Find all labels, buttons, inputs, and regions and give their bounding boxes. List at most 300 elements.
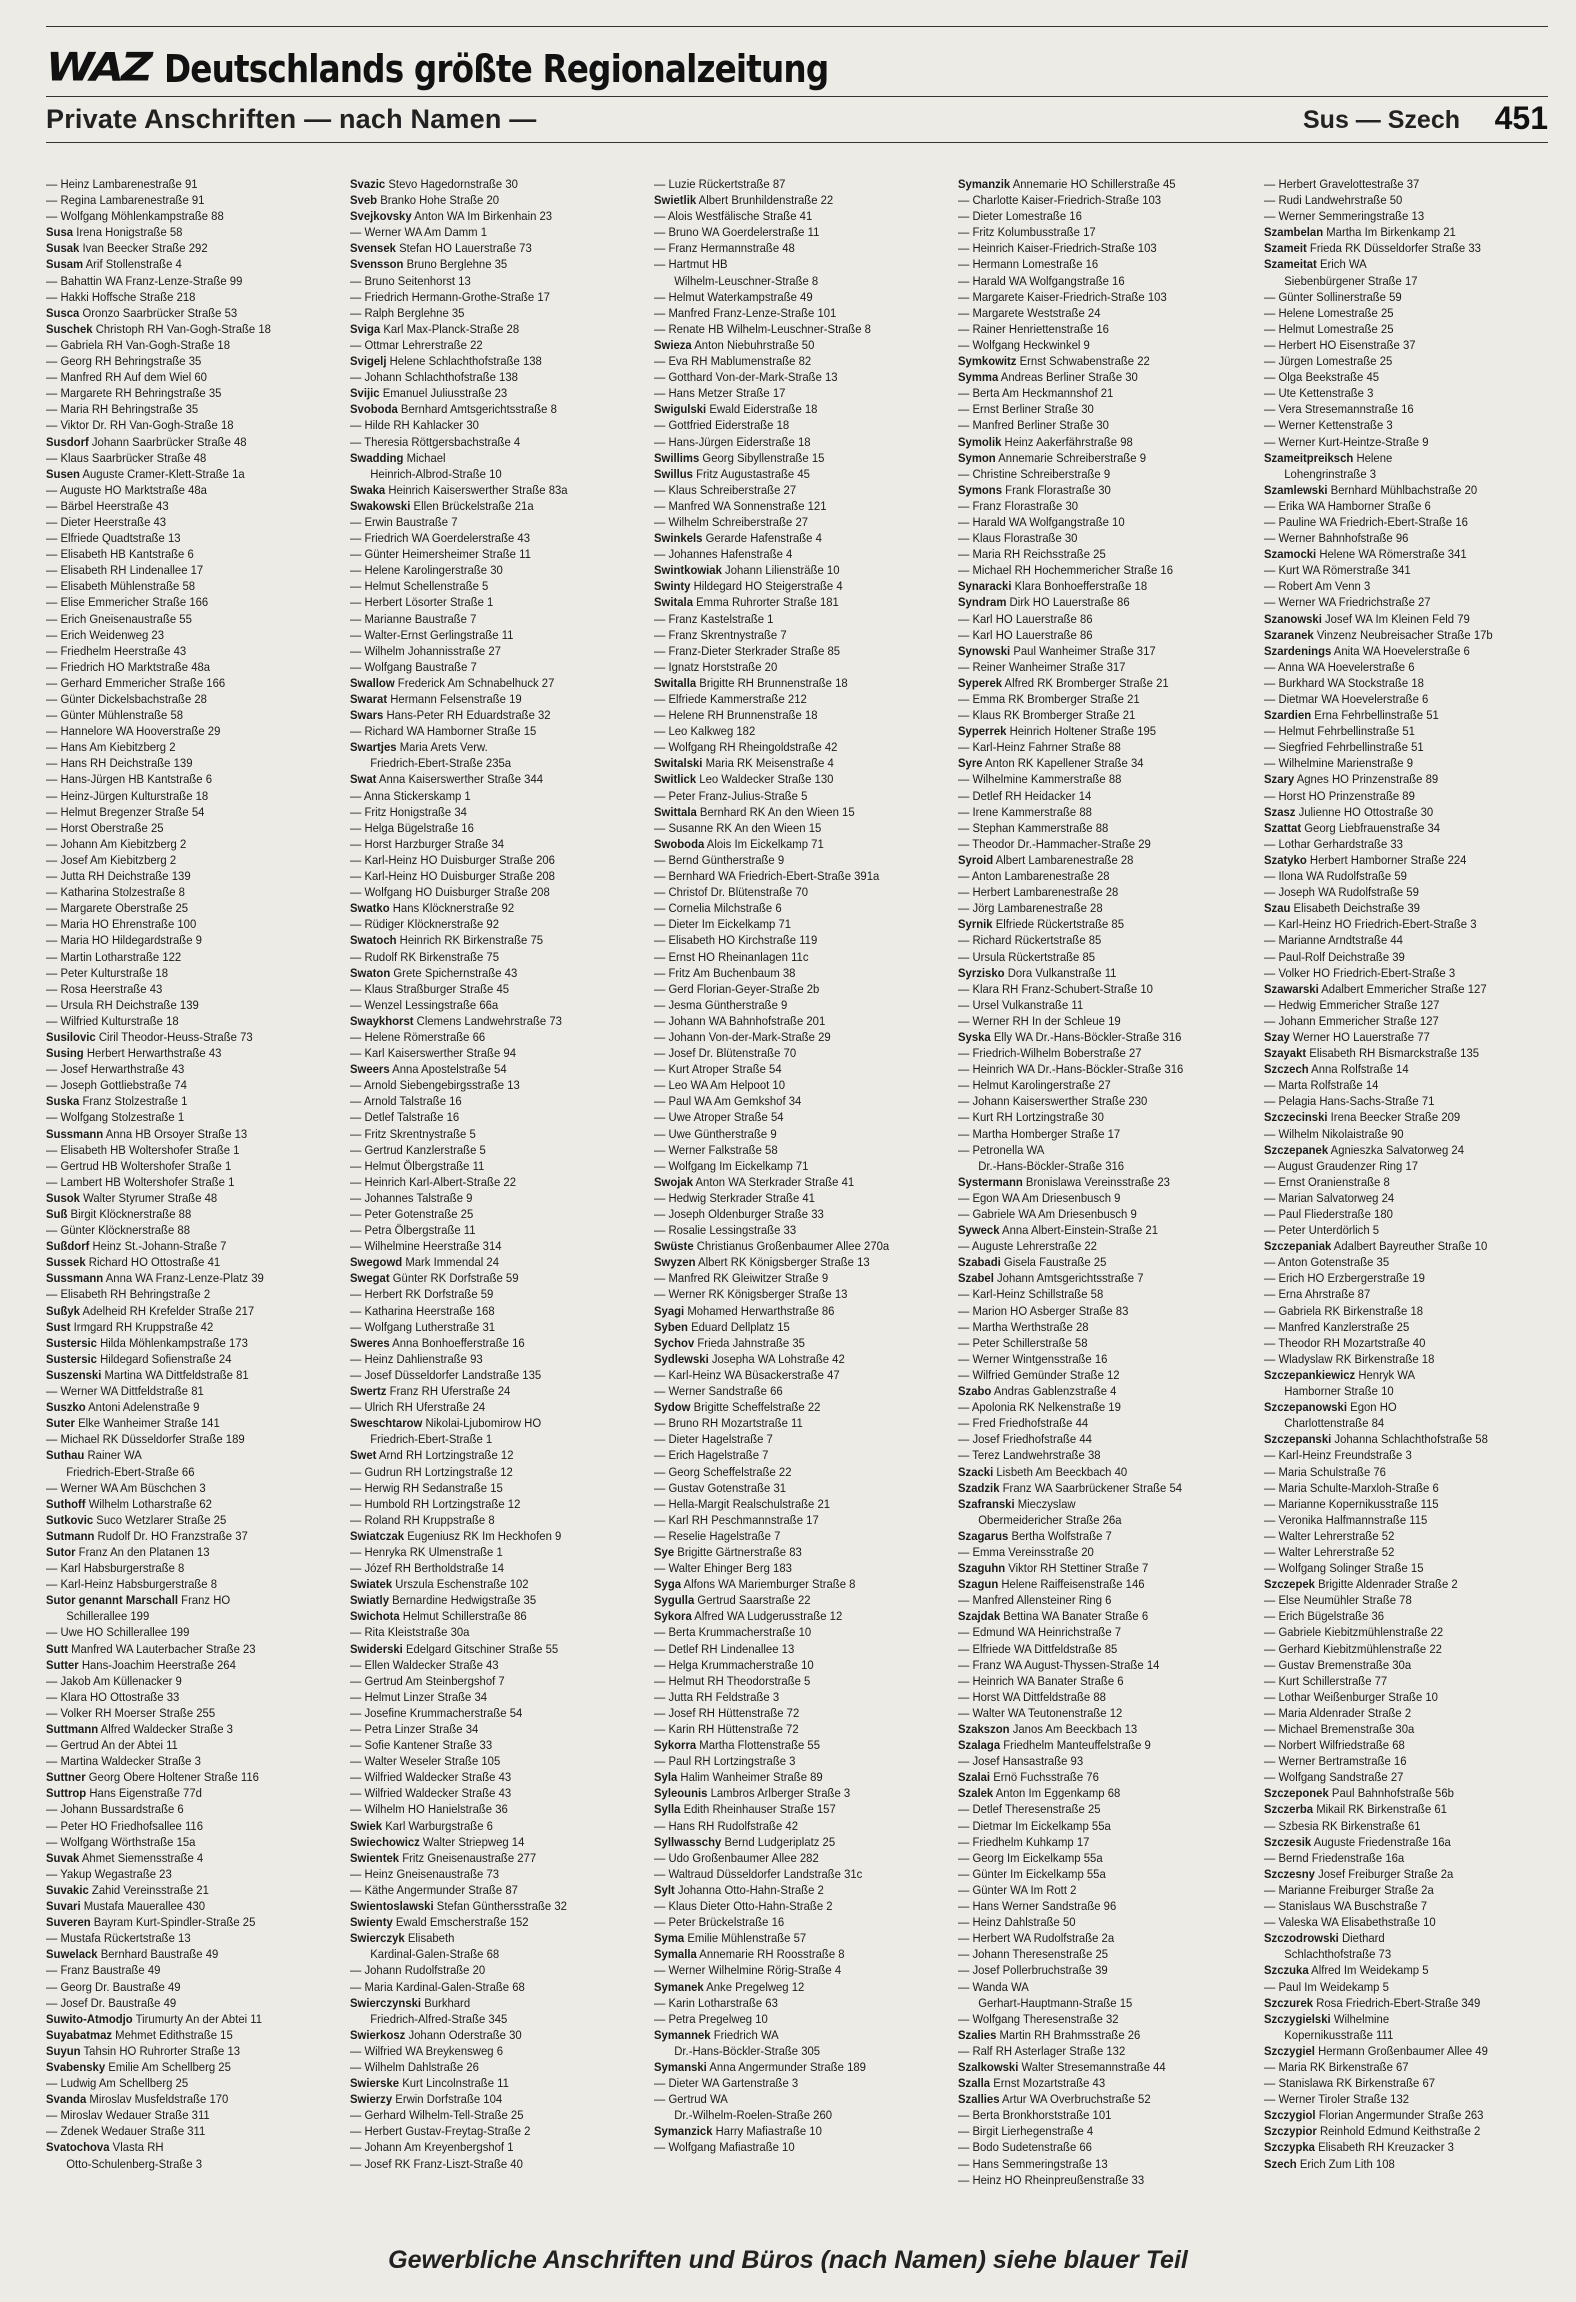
listing-entry: — Wilhelmine Kammerstraße 88 bbox=[958, 772, 1122, 787]
entry-surname: Switalla bbox=[654, 675, 697, 690]
listing-entry: Swinty Hildegard HO Steigerstraße 4 bbox=[654, 579, 843, 594]
listing-entry: — Günter WA Im Rott 2 bbox=[958, 1882, 1077, 1897]
listing-entry: Szabel Johann Amtsgerichtsstraße 7 bbox=[958, 1271, 1144, 1286]
listing-entry: — Werner Falkstraße 58 bbox=[654, 1142, 778, 1157]
listing-entry: — Franz Skrentnystraße 7 bbox=[654, 627, 787, 642]
entry-surname: Sye bbox=[654, 1544, 675, 1559]
listing-entry: — Erich HO Erzbergerstraße 19 bbox=[1264, 1271, 1425, 1286]
listing-entry: — Johann Am Kiebitzberg 2 bbox=[46, 836, 187, 851]
entry-surname: Svanda bbox=[46, 2092, 87, 2107]
listing-entry: — Kurt RH Lortzingstraße 30 bbox=[958, 1110, 1104, 1125]
entry-surname: Szaguhn bbox=[958, 1561, 1006, 1576]
entry-surname: Sussmann bbox=[46, 1126, 104, 1141]
listing-entry: — Horst HO Prinzenstraße 89 bbox=[1264, 788, 1415, 803]
listing-entry: — Helga Krummacherstraße 10 bbox=[654, 1657, 814, 1672]
listing-entry: Syma Emilie Mühlenstraße 57 bbox=[654, 1931, 807, 1946]
listing-entry: — Ralf RH Asterlager Straße 132 bbox=[958, 2043, 1126, 2058]
entry-surname: Suveren bbox=[46, 1915, 91, 1930]
page-number: 451 bbox=[1494, 100, 1548, 136]
entry-surname: Symanzik bbox=[958, 177, 1011, 191]
listing-entry: — Maria Schulte-Marxloh-Straße 6 bbox=[1264, 1480, 1439, 1495]
listing-entry: — Herbert Gravelottestraße 37 bbox=[1264, 177, 1420, 191]
listing-entry: — Jakob Am Küllenacker 9 bbox=[46, 1673, 182, 1688]
entry-surname: Szczech bbox=[1264, 1062, 1309, 1077]
listing-entry: — Johann Am Kreyenbergshof 1 bbox=[350, 2140, 514, 2155]
listing-entry: Hamborner Straße 10 bbox=[1284, 1384, 1394, 1399]
listing-entry: Swiatek Urszula Eschenstraße 102 bbox=[350, 1577, 529, 1592]
entry-surname: Szabel bbox=[958, 1271, 994, 1286]
entry-surname: Szczodrowski bbox=[1264, 1931, 1339, 1946]
listing-entry: — Christine Schreiberstraße 9 bbox=[958, 466, 1111, 481]
listing-entry: Svijic Emanuel Juliusstraße 23 bbox=[350, 386, 508, 401]
listing-entry: Susa Irena Honigstraße 58 bbox=[46, 225, 183, 240]
entry-surname: Szczygielski bbox=[1264, 2011, 1331, 2026]
listing-entry: Svabensky Emilie Am Schellberg 25 bbox=[46, 2059, 231, 2074]
listing-entry: — Johann Kaiserswerther Straße 230 bbox=[958, 1094, 1148, 1109]
listing-entry: — Josef Friedhofstraße 44 bbox=[958, 1432, 1092, 1447]
entry-surname: Swarat bbox=[350, 692, 388, 706]
listing-entry: — Josef Dr. Blütenstraße 70 bbox=[654, 1046, 797, 1061]
listing-entry: Szagarus Bertha Wolfstraße 7 bbox=[958, 1528, 1112, 1543]
listing-entry: Szczepanowski Egon HO bbox=[1264, 1400, 1397, 1415]
listing-entry: Synaracki Klara Bonhoefferstraße 18 bbox=[958, 579, 1148, 594]
entry-surname: Swienty bbox=[350, 1915, 393, 1930]
listing-entry: Swyzen Albert RK Königsberger Straße 13 bbox=[654, 1255, 870, 1270]
listing-entry: — Detlef RH Lindenallee 13 bbox=[654, 1641, 795, 1656]
listing-entry: — Elisabeth HB Kantstraße 6 bbox=[46, 547, 194, 562]
listing-entry: Syperrek Heinrich Holtener Straße 195 bbox=[958, 724, 1157, 739]
listing-entry: — Wilhelm Schreiberstraße 27 bbox=[654, 514, 809, 529]
listing-entry: Szameitat Erich WA bbox=[1264, 257, 1367, 272]
entry-surname: Sykora bbox=[654, 1609, 692, 1624]
listing-entry: — Gertrud Kanzlerstraße 5 bbox=[350, 1142, 486, 1157]
entry-surname: Sychov bbox=[654, 1335, 695, 1350]
listing-entry: Suszenski Martina WA Dittfeldstraße 81 bbox=[46, 1367, 249, 1382]
listing-entry: — Lothar Weißenburger Straße 10 bbox=[1264, 1689, 1438, 1704]
entry-surname: Suszenski bbox=[46, 1367, 102, 1382]
entry-surname: Swaton bbox=[350, 965, 391, 980]
listing-entry: — Gertrud Am Steinbergshof 7 bbox=[350, 1673, 505, 1688]
listing-entry: Swaykhorst Clemens Landwehrstraße 73 bbox=[350, 1013, 562, 1028]
listing-entry: — Peter Brückelstraße 16 bbox=[654, 1915, 785, 1930]
listing-entry: — Petronella WA bbox=[958, 1142, 1045, 1157]
listing-entry: — Renate HB Wilhelm-Leuschner-Straße 8 bbox=[654, 321, 871, 336]
entry-surname: Susilovic bbox=[46, 1029, 96, 1044]
listing-entry: — Josefine Krummacherstraße 54 bbox=[350, 1705, 523, 1720]
listing-entry: Suveren Bayram Kurt-Spindler-Straße 25 bbox=[46, 1915, 256, 1930]
listing-entry: Suttrop Hans Eigenstraße 77d bbox=[46, 1786, 202, 1801]
listing-entry: Svatochova Vlasta RH bbox=[46, 2140, 164, 2155]
listing-entry: Swartjes Maria Arets Verw. bbox=[350, 740, 488, 755]
listing-entry: Szacki Lisbeth Am Beeckbach 40 bbox=[958, 1464, 1128, 1479]
listing-entry: — Klaus Dieter Otto-Hahn-Straße 2 bbox=[654, 1899, 833, 1914]
listing-entry: — Karl-Heinz Habsburgerstraße 8 bbox=[46, 1577, 218, 1592]
listing-entry: — Karl-Heinz HO Duisburger Straße 208 bbox=[350, 869, 555, 884]
listing-entry: — Humbold RH Lortzingstraße 12 bbox=[350, 1496, 521, 1511]
listing-entry: — Gertrud An der Abtei 11 bbox=[46, 1738, 178, 1753]
listing-entry: — Wolfgang Lutherstraße 31 bbox=[350, 1319, 496, 1334]
listing-entry: — Günter Heimersheimer Straße 11 bbox=[350, 547, 531, 562]
listing-entry: — Johannes Hafenstraße 4 bbox=[654, 547, 793, 562]
listing-entry: Suttner Georg Obere Holtener Straße 116 bbox=[46, 1770, 259, 1785]
listing-entry: — Werner RH In der Schleue 19 bbox=[958, 1013, 1121, 1028]
entry-surname: Swittala bbox=[654, 804, 697, 819]
listing-entry: — Marian Salvatorweg 24 bbox=[1264, 1190, 1395, 1205]
listing-entry: — Paul Im Weidekamp 5 bbox=[1264, 1979, 1389, 1994]
listing-entry: — Helmut Fehrbellinstraße 51 bbox=[1264, 724, 1415, 739]
entry-surname: Suthoff bbox=[46, 1496, 86, 1511]
listing-entry: Dr.-Hans-Böckler-Straße 305 bbox=[674, 2043, 821, 2058]
listing-entry: — Günter Mühlenstraße 58 bbox=[46, 708, 184, 723]
entry-surname: Symalla bbox=[654, 1947, 697, 1962]
listing-entry: — Elisabeth RH Lindenallee 17 bbox=[46, 563, 204, 578]
listing-entry: — Martin Lotharstraße 122 bbox=[46, 949, 182, 964]
listing-entry: Otto-Schulenberg-Straße 3 bbox=[66, 2156, 203, 2171]
entry-surname: Szczuka bbox=[1264, 1963, 1309, 1978]
listing-entry: Swintkowiak Johann Liliensträße 10 bbox=[654, 563, 840, 578]
listing-entry: — Zdenek Wedauer Straße 311 bbox=[46, 2124, 206, 2139]
listing-entry: — Petra Pregelweg 10 bbox=[654, 2011, 768, 2026]
listing-entry: — Friedrich WA Goerdelerstraße 43 bbox=[350, 531, 531, 546]
listing-entry: Szameit Frieda RK Düsseldorfer Straße 33 bbox=[1264, 241, 1481, 256]
entry-surname: Syweck bbox=[958, 1223, 1000, 1238]
listing-entry: Szardien Erna Fehrbellinstraße 51 bbox=[1264, 708, 1439, 723]
listing-entry: — Marianne Baustraße 7 bbox=[350, 611, 477, 626]
listing-entry: — Anna WA Hoevelerstraße 6 bbox=[1264, 659, 1415, 674]
entry-surname: Swieza bbox=[654, 337, 692, 352]
listing-entry: — Franz Hermannstraße 48 bbox=[654, 241, 795, 256]
entry-surname: Szalaga bbox=[958, 1738, 1001, 1753]
listing-entry: — Heinz Gneisenaustraße 73 bbox=[350, 1866, 500, 1881]
listing-entry: Sygulla Gertrud Saarstraße 22 bbox=[654, 1593, 811, 1608]
listing-entry: — Wolfgang Wörthstraße 15a bbox=[46, 1834, 196, 1849]
entry-surname: Svoboda bbox=[350, 402, 398, 417]
listing-entry: — Karl-Heinz WA Büsackerstraße 47 bbox=[654, 1367, 840, 1382]
listing-entry: — Herbert RK Dorfstraße 59 bbox=[350, 1287, 494, 1302]
listing-entry: — Valeska WA Elisabethstraße 10 bbox=[1264, 1915, 1436, 1930]
listing-entry: — Walter-Ernst Gerlingstraße 11 bbox=[350, 627, 514, 642]
entry-surname: Syga bbox=[654, 1577, 682, 1592]
entry-surname: Szameitat bbox=[1264, 257, 1317, 272]
listing-entry: — Ignatz Horststraße 20 bbox=[654, 659, 778, 674]
listing-entry: — Leo WA Am Helpoot 10 bbox=[654, 1078, 786, 1093]
listing-entry: Szalai Ernö Fuchsstraße 76 bbox=[958, 1770, 1099, 1785]
listing-entry: Syagi Mohamed Herwarthstraße 86 bbox=[654, 1303, 835, 1318]
listing-entry: — Käthe Angermunder Straße 87 bbox=[350, 1882, 518, 1897]
listing-entry: Sutkovic Suco Wetzlarer Straße 25 bbox=[46, 1512, 227, 1527]
listing-entry: Symon Annemarie Schreiberstraße 9 bbox=[958, 450, 1147, 465]
listing-entry: — Uwe Güntherstraße 9 bbox=[654, 1126, 777, 1141]
listing-entry: — Uwe Atroper Straße 54 bbox=[654, 1110, 784, 1125]
listing-entry: Sweers Anna Apostelstraße 54 bbox=[350, 1062, 507, 1077]
listing-entry: — Franz Kastelstraße 1 bbox=[654, 611, 774, 626]
listing-entry: Suter Elke Wanheimer Straße 141 bbox=[46, 1416, 220, 1431]
listing-entry: — Josef Pollerbruchstraße 39 bbox=[958, 1963, 1108, 1978]
listing-entry: — Jesma Güntherstraße 9 bbox=[654, 997, 788, 1012]
listing-entry: Siebenbürgener Straße 17 bbox=[1284, 273, 1418, 288]
listing-entry: — Pelagia Hans-Sachs-Straße 71 bbox=[1264, 1094, 1435, 1109]
listing-entry: — Werner WA Am Büschchen 3 bbox=[46, 1480, 206, 1495]
listing-entry: Szczesny Josef Freiburger Straße 2a bbox=[1264, 1866, 1454, 1881]
listing-entry: — Emma Vereinsstraße 20 bbox=[958, 1544, 1094, 1559]
listing-entry: Szalaga Friedhelm Manteuffelstraße 9 bbox=[958, 1738, 1151, 1753]
listing-entry: — Walter WA Teutonenstraße 12 bbox=[958, 1705, 1123, 1720]
listing-entry: Symanzik Annemarie HO Schillerstraße 45 bbox=[958, 177, 1176, 191]
listing-entry: — Gottfried Eiderstraße 18 bbox=[654, 418, 790, 433]
listing-entry: — Fritz Kolumbusstraße 17 bbox=[958, 225, 1096, 240]
entry-surname: Switala bbox=[654, 595, 693, 610]
entry-surname: Swiatek bbox=[350, 1577, 393, 1592]
listing-entry: — Birgit Lierhegenstraße 4 bbox=[958, 2124, 1094, 2139]
listing-entry: — Berta Krummacherstraße 10 bbox=[654, 1625, 812, 1640]
listing-entry: Sussmann Anna WA Franz-Lenze-Platz 39 bbox=[46, 1271, 264, 1286]
listing-entry: Friedrich-Alfred-Straße 345 bbox=[370, 2011, 508, 2026]
listing-entry: — Margarete Weststraße 24 bbox=[958, 305, 1101, 320]
listing-entry: — Wolfgang Heckwinkel 9 bbox=[958, 337, 1090, 352]
entry-surname: Szau bbox=[1264, 901, 1291, 916]
listing-entry: — Gerhard Kiebitzmühlenstraße 22 bbox=[1264, 1641, 1442, 1656]
listing-entry: Sutor genannt Marschall Franz HO bbox=[46, 1593, 231, 1608]
entry-surname: Suter bbox=[46, 1416, 75, 1431]
listing-entry: Swittala Bernhard RK An den Wieen 15 bbox=[654, 804, 855, 819]
listing-entry: Swadding Michael bbox=[350, 450, 446, 465]
entry-surname: Szagarus bbox=[958, 1528, 1009, 1543]
listing-entry: — Wilfried Gemünder Straße 12 bbox=[958, 1367, 1120, 1382]
listing-entry: — Friedrich-Wilhelm Boberstraße 27 bbox=[958, 1046, 1142, 1061]
listing-entry: — Erna Ahrstraße 87 bbox=[1264, 1287, 1371, 1302]
entry-surname: Swakowski bbox=[350, 498, 411, 513]
listing-entry: Syweck Anna Albert-Einstein-Straße 21 bbox=[958, 1223, 1158, 1238]
listing-entry: — Werner Bahnhofstraße 96 bbox=[1264, 531, 1409, 546]
listing-entry: — Theodor Dr.-Hammacher-Straße 29 bbox=[958, 836, 1151, 851]
listing-entry: Sveb Branko Hohe Straße 20 bbox=[350, 193, 500, 208]
listing-entry: Susdorf Johann Saarbrücker Straße 48 bbox=[46, 434, 247, 449]
listing-entry: Szczuka Alfred Im Weidekamp 5 bbox=[1264, 1963, 1429, 1978]
listing-entry: Swaka Heinrich Kaiserswerther Straße 83a bbox=[350, 482, 568, 497]
listing-entry: — Bernd Güntherstraße 9 bbox=[654, 852, 785, 867]
listing-entry: — Gotthard Von-der-Mark-Straße 13 bbox=[654, 370, 838, 385]
listing-entry: Friedrich-Ebert-Straße 235a bbox=[370, 756, 512, 771]
listing-entry: Swet Arnd RH Lortzingstraße 12 bbox=[350, 1448, 514, 1463]
listing-entry: — Richard WA Hamborner Straße 15 bbox=[350, 724, 537, 739]
listing-entry: — Anna Stickerskamp 1 bbox=[350, 788, 471, 803]
listing-entry: — Maria RH Reichsstraße 25 bbox=[958, 547, 1106, 562]
entry-surname: Suß bbox=[46, 1207, 68, 1221]
listing-entry: — Petra Ölbergstraße 11 bbox=[350, 1223, 476, 1238]
listing-entry: — Friedhelm Kuhkamp 17 bbox=[958, 1834, 1090, 1849]
listing-entry: — Theodor RH Mozartstraße 40 bbox=[1264, 1335, 1426, 1350]
listing-entry: — Leo Kalkweg 182 bbox=[654, 724, 756, 739]
listing-entry: — Horst Harzburger Straße 34 bbox=[350, 836, 505, 851]
listing-entry: Szalkowski Walter Stresemannstraße 44 bbox=[958, 2059, 1166, 2074]
entry-surname: Sygulla bbox=[654, 1593, 695, 1608]
entry-surname: Syagi bbox=[654, 1303, 685, 1318]
listing-entry: Swüste Christianus Großenbaumer Allee 270a bbox=[654, 1239, 890, 1254]
listing-entry: — Hans Metzer Straße 17 bbox=[654, 386, 786, 401]
entry-surname: Suvak bbox=[46, 1850, 80, 1865]
listing-entry: Swiatczak Eugeniusz RK Im Heckhofen 9 bbox=[350, 1528, 562, 1543]
listing-entry: — Johann WA Bahnhofstraße 201 bbox=[654, 1013, 826, 1028]
listing-entry: Dr.-Hans-Böckler-Straße 316 bbox=[978, 1158, 1125, 1173]
listing-entry: Szczeponek Paul Bahnhofstraße 56b bbox=[1264, 1786, 1454, 1801]
listing-entry: — Anton Lambarenestraße 28 bbox=[958, 869, 1110, 884]
entry-surname: Susam bbox=[46, 257, 84, 272]
entry-surname: Szallies bbox=[958, 2092, 1000, 2107]
listing-entry: — Katharina Heerstraße 168 bbox=[350, 1303, 495, 1318]
entry-surname: Sußyk bbox=[46, 1303, 80, 1318]
listing-entry: Symanski Anna Angermunder Straße 189 bbox=[654, 2059, 866, 2074]
listing-entry: — Werner Semmeringstraße 13 bbox=[1264, 209, 1425, 224]
listing-entry: Szatyko Herbert Hamborner Straße 224 bbox=[1264, 852, 1467, 867]
listing-entry: — Wilhelm Johannisstraße 27 bbox=[350, 643, 501, 658]
listing-entry: Symannek Friedrich WA bbox=[654, 2027, 779, 2042]
listing-entry: — Helga Bügelstraße 16 bbox=[350, 820, 474, 835]
entry-surname: Symolik bbox=[958, 434, 1002, 449]
listing-entry: — Josef RK Franz-Liszt-Straße 40 bbox=[350, 2156, 523, 2171]
entry-surname: Swientoslawski bbox=[350, 1899, 434, 1914]
top-rule bbox=[46, 26, 1548, 27]
listing-entry: Swientoslawski Stefan Günthersstraße 32 bbox=[350, 1899, 567, 1914]
entry-surname: Swatoch bbox=[350, 933, 397, 948]
listing-entry: — Auguste HO Marktstraße 48a bbox=[46, 482, 207, 497]
listing-entry: — Hedwig Emmericher Straße 127 bbox=[1264, 997, 1440, 1012]
listing-entry: — Edmund WA Heinrichstraße 7 bbox=[958, 1625, 1122, 1640]
listing-entry: — Klaus Straßburger Straße 45 bbox=[350, 981, 510, 996]
entry-surname: Swertz bbox=[350, 1384, 387, 1399]
listing-entry: — Helene RH Brunnenstraße 18 bbox=[654, 708, 818, 723]
entry-surname: Sußdorf bbox=[46, 1239, 90, 1254]
listing-entry: Szameitpreiksch Helene bbox=[1264, 450, 1393, 465]
entry-surname: Swatko bbox=[350, 901, 390, 916]
listing-entry: — Karin Lotharstraße 63 bbox=[654, 1995, 778, 2010]
entry-surname: Syllwasschy bbox=[654, 1834, 722, 1849]
waz-logo: WAZ bbox=[46, 44, 150, 91]
listing-entry: — Erich Weidenweg 23 bbox=[46, 627, 165, 642]
entry-surname: Susca bbox=[46, 305, 80, 320]
listing-entry: Syre Anton RK Kapellener Straße 34 bbox=[958, 756, 1144, 771]
listing-entry: — Karl Habsburgerstraße 8 bbox=[46, 1561, 185, 1576]
listing-entry: — Henryka RK Ulmenstraße 1 bbox=[350, 1544, 503, 1559]
listing-entry: — Ottmar Lehrerstraße 22 bbox=[350, 337, 483, 352]
listing-entry: — Michael Bremenstraße 30a bbox=[1264, 1722, 1415, 1736]
listing-entry: Sydlewski Josepha WA Lohstraße 42 bbox=[654, 1351, 845, 1366]
listing-entry: Szczypior Reinhold Edmund Keithstraße 2 bbox=[1264, 2124, 1481, 2139]
listing-entry: Syroid Albert Lambarenestraße 28 bbox=[958, 852, 1134, 867]
listing-entry: Swiatly Bernardine Hedwigstraße 35 bbox=[350, 1593, 537, 1608]
listing-entry: — Dieter WA Gartenstraße 3 bbox=[654, 2076, 799, 2091]
entry-surname: Syperek bbox=[958, 675, 1003, 690]
listing-entry: Sychov Frieda Jahnstraße 35 bbox=[654, 1335, 805, 1350]
listing-entry: — Herbert HO Eisenstraße 37 bbox=[1264, 337, 1416, 352]
entry-surname: Swiechowicz bbox=[350, 1834, 420, 1849]
listing-entry: — Herbert WA Rudolfstraße 2a bbox=[958, 1931, 1115, 1946]
listing-entry: — Paul Fliederstraße 180 bbox=[1264, 1207, 1393, 1221]
entry-surname: Suwelack bbox=[46, 1947, 98, 1962]
listing-entry: — Franz Baustraße 49 bbox=[46, 1963, 161, 1978]
listing-entry: — Karl-Heinz Freundstraße 3 bbox=[1264, 1448, 1412, 1463]
listing-entry: — Ellen Waldecker Straße 43 bbox=[350, 1657, 499, 1672]
listing-entry: — Bernd Friedenstraße 16a bbox=[1264, 1850, 1405, 1865]
listing-entry: Swiderski Edelgard Gitschiner Straße 55 bbox=[350, 1641, 559, 1656]
entry-surname: Szczypior bbox=[1264, 2124, 1317, 2139]
entry-surname: Synaracki bbox=[958, 579, 1012, 594]
listing-entry: Szabadi Gisela Faustraße 25 bbox=[958, 1255, 1107, 1270]
listing-column-3 bbox=[654, 176, 930, 2216]
entry-surname: Switlick bbox=[654, 772, 697, 787]
listing-entry: — Fritz Skrentnystraße 5 bbox=[350, 1126, 476, 1141]
listing-entry: — Norbert Wilfriedstraße 68 bbox=[1264, 1738, 1405, 1753]
listing-entry: — Maria RH Behringstraße 35 bbox=[46, 402, 199, 417]
listing-entry: Sydow Brigitte Scheffelstraße 22 bbox=[654, 1400, 821, 1415]
listing-entry: — Heinz Dahlienstraße 93 bbox=[350, 1351, 483, 1366]
listing-entry: — Franz WA August-Thyssen-Straße 14 bbox=[958, 1657, 1160, 1672]
listing-entry: Szczepek Brigitte Aldenrader Straße 2 bbox=[1264, 1577, 1458, 1592]
listing-entry: — Karl-Heinz Schillstraße 58 bbox=[958, 1287, 1104, 1302]
listing-column-2 bbox=[350, 176, 626, 2216]
entry-surname: Szagun bbox=[958, 1577, 999, 1592]
entry-surname: Sykorra bbox=[654, 1738, 697, 1753]
listing-entry: — Wladyslaw RK Birkenstraße 18 bbox=[1264, 1351, 1435, 1366]
entry-surname: Szczepankiewicz bbox=[1264, 1367, 1356, 1382]
listing-entry: Syla Halim Wanheimer Straße 89 bbox=[654, 1770, 823, 1785]
listing-entry: — Herbert Lambarenestraße 28 bbox=[958, 885, 1119, 900]
listing-entry: — Detlef Talstraße 16 bbox=[350, 1110, 460, 1125]
entry-surname: Swegowd bbox=[350, 1255, 403, 1270]
entry-surname: Svensson bbox=[350, 257, 404, 272]
listing-entry: Syska Elly WA Dr.-Hans-Böckler-Straße 316 bbox=[958, 1029, 1182, 1044]
entry-surname: Suschek bbox=[46, 321, 93, 336]
listing-entry: — Manfred Allensteiner Ring 6 bbox=[958, 1593, 1112, 1608]
listing-entry: — Wilhelmine Marienstraße 9 bbox=[1264, 756, 1414, 771]
listing-entry: Suszko Antoni Adelenstraße 9 bbox=[46, 1400, 200, 1415]
entry-surname: Suyabatmaz bbox=[46, 2027, 113, 2042]
listing-entry: — Vera Stresemannstraße 16 bbox=[1264, 402, 1414, 417]
listing-entry: — Elise Emmericher Straße 166 bbox=[46, 595, 209, 610]
entry-surname: Svigelj bbox=[350, 354, 387, 369]
entry-surname: Szasz bbox=[1264, 804, 1296, 819]
entry-surname: Szalek bbox=[958, 1786, 994, 1801]
listing-entry: — Helene Karolingerstraße 30 bbox=[350, 563, 503, 578]
entry-surname: Szajdak bbox=[958, 1609, 1001, 1624]
entry-surname: Swaykhorst bbox=[350, 1013, 414, 1028]
listing-entry: Szczypka Elisabeth RH Kreuzacker 3 bbox=[1264, 2140, 1454, 2155]
listing-entry: — Katharina Stolzestraße 8 bbox=[46, 885, 185, 900]
listing-entry: — Klara RH Franz-Schubert-Straße 10 bbox=[958, 981, 1153, 996]
listing-entry: Syleounis Lambros Arlberger Straße 3 bbox=[654, 1786, 851, 1801]
listing-entry: — Alois Westfälische Straße 41 bbox=[654, 209, 813, 224]
listing-entry: — Manfred Berliner Straße 30 bbox=[958, 418, 1109, 433]
listing-entry: Susen Auguste Cramer-Klett-Straße 1a bbox=[46, 466, 245, 481]
entry-surname: Synowski bbox=[958, 643, 1011, 658]
entry-surname: Szattat bbox=[1264, 820, 1302, 835]
listing-column-4 bbox=[958, 176, 1234, 2216]
entry-surname: Sutt bbox=[46, 1641, 68, 1656]
entry-surname: Syska bbox=[958, 1029, 991, 1044]
entry-surname: Symanek bbox=[654, 1979, 704, 1994]
listing-entry: — Ursel Vulkanstraße 11 bbox=[958, 997, 1084, 1012]
listing-entry: — Herbert Lösorter Straße 1 bbox=[350, 595, 494, 610]
entry-surname: Suvakic bbox=[46, 1882, 89, 1897]
listing-entry: — Fred Friedhofstraße 44 bbox=[958, 1416, 1089, 1431]
listing-entry: — Heinrich WA Banater Straße 6 bbox=[958, 1673, 1124, 1688]
listing-entry: Szczygiel Hermann Großenbaumer Allee 49 bbox=[1264, 2043, 1488, 2058]
listing-entry: — Lothar Gerhardstraße 33 bbox=[1264, 836, 1403, 851]
listing-entry: — Werner Tiroler Straße 132 bbox=[1264, 2092, 1410, 2107]
listing-entry: Systermann Bronislawa Vereinsstraße 23 bbox=[958, 1174, 1170, 1189]
listing-entry: Szczepanek Agnieszka Salvatorweg 24 bbox=[1264, 1142, 1464, 1157]
listing-entry: — Martha Werthstraße 28 bbox=[958, 1319, 1089, 1334]
listing-entry: — Kurt Atroper Straße 54 bbox=[654, 1062, 782, 1077]
